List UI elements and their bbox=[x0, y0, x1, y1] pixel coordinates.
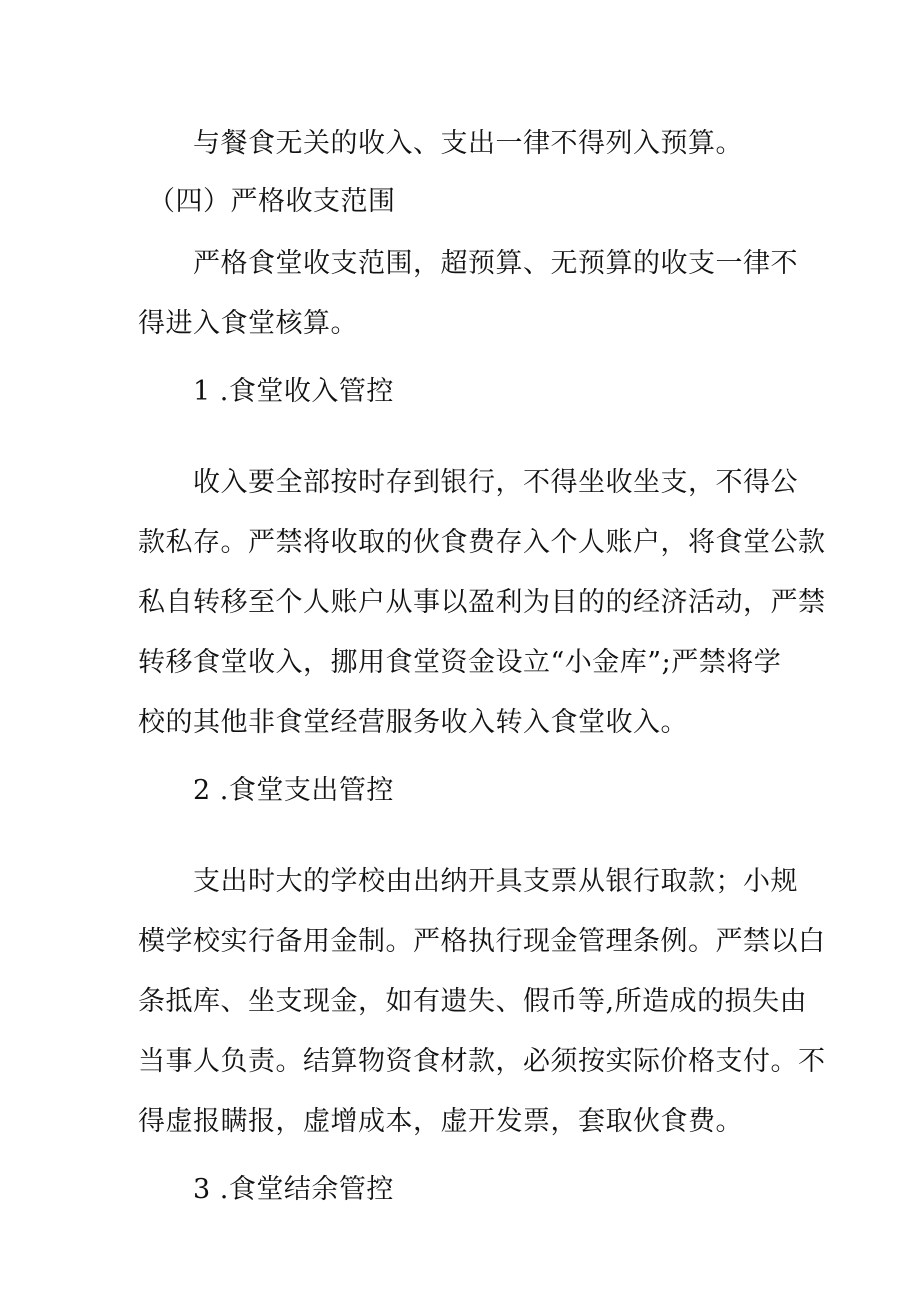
body-text-line: 严格食堂收支范围，超预算、无预算的收支一律不 bbox=[193, 248, 798, 279]
subsection-heading: 2 .食堂支出管控 bbox=[193, 775, 394, 806]
body-text-line: 私自转移至个人账户从事以盈利为目的的经济活动，严禁 bbox=[138, 587, 826, 618]
body-text-line: 模学校实行备用金制。严格执行现金管理条例。严禁以白 bbox=[138, 926, 826, 957]
body-text-line: 转移食堂收入，挪用食堂资金设立“小金库”;严禁将学 bbox=[138, 647, 782, 678]
body-text-line: 支出时大的学校由出纳开具支票从银行取款；小规 bbox=[193, 866, 798, 897]
body-text-line: 收入要全部按时存到银行，不得坐收坐支，不得公 bbox=[193, 467, 798, 498]
body-text-line: 得虚报瞒报，虚增成本，虚开发票，套取伙食费。 bbox=[138, 1106, 743, 1137]
body-text-line: 得进入食堂核算。 bbox=[138, 308, 358, 339]
body-text-line: 条抵库、坐支现金，如有遗失、假币等,所造成的损失由 bbox=[138, 986, 808, 1017]
body-text-line: 当事人负责。结算物资食材款，必须按实际价格支付。不 bbox=[138, 1046, 826, 1077]
body-text-line: 款私存。严禁将收取的伙食费存入个人账户，将食堂公款 bbox=[138, 527, 826, 558]
body-text-line: 与餐食无关的收入、支出一律不得列入预算。 bbox=[193, 128, 743, 159]
subsection-heading: 1 .食堂收入管控 bbox=[193, 376, 394, 407]
subsection-heading: 3 .食堂结余管控 bbox=[193, 1174, 394, 1205]
body-text-line: 校的其他非食堂经营服务收入转入食堂收入。 bbox=[138, 707, 688, 738]
section-heading: （四）严格收支范围 bbox=[148, 186, 396, 217]
